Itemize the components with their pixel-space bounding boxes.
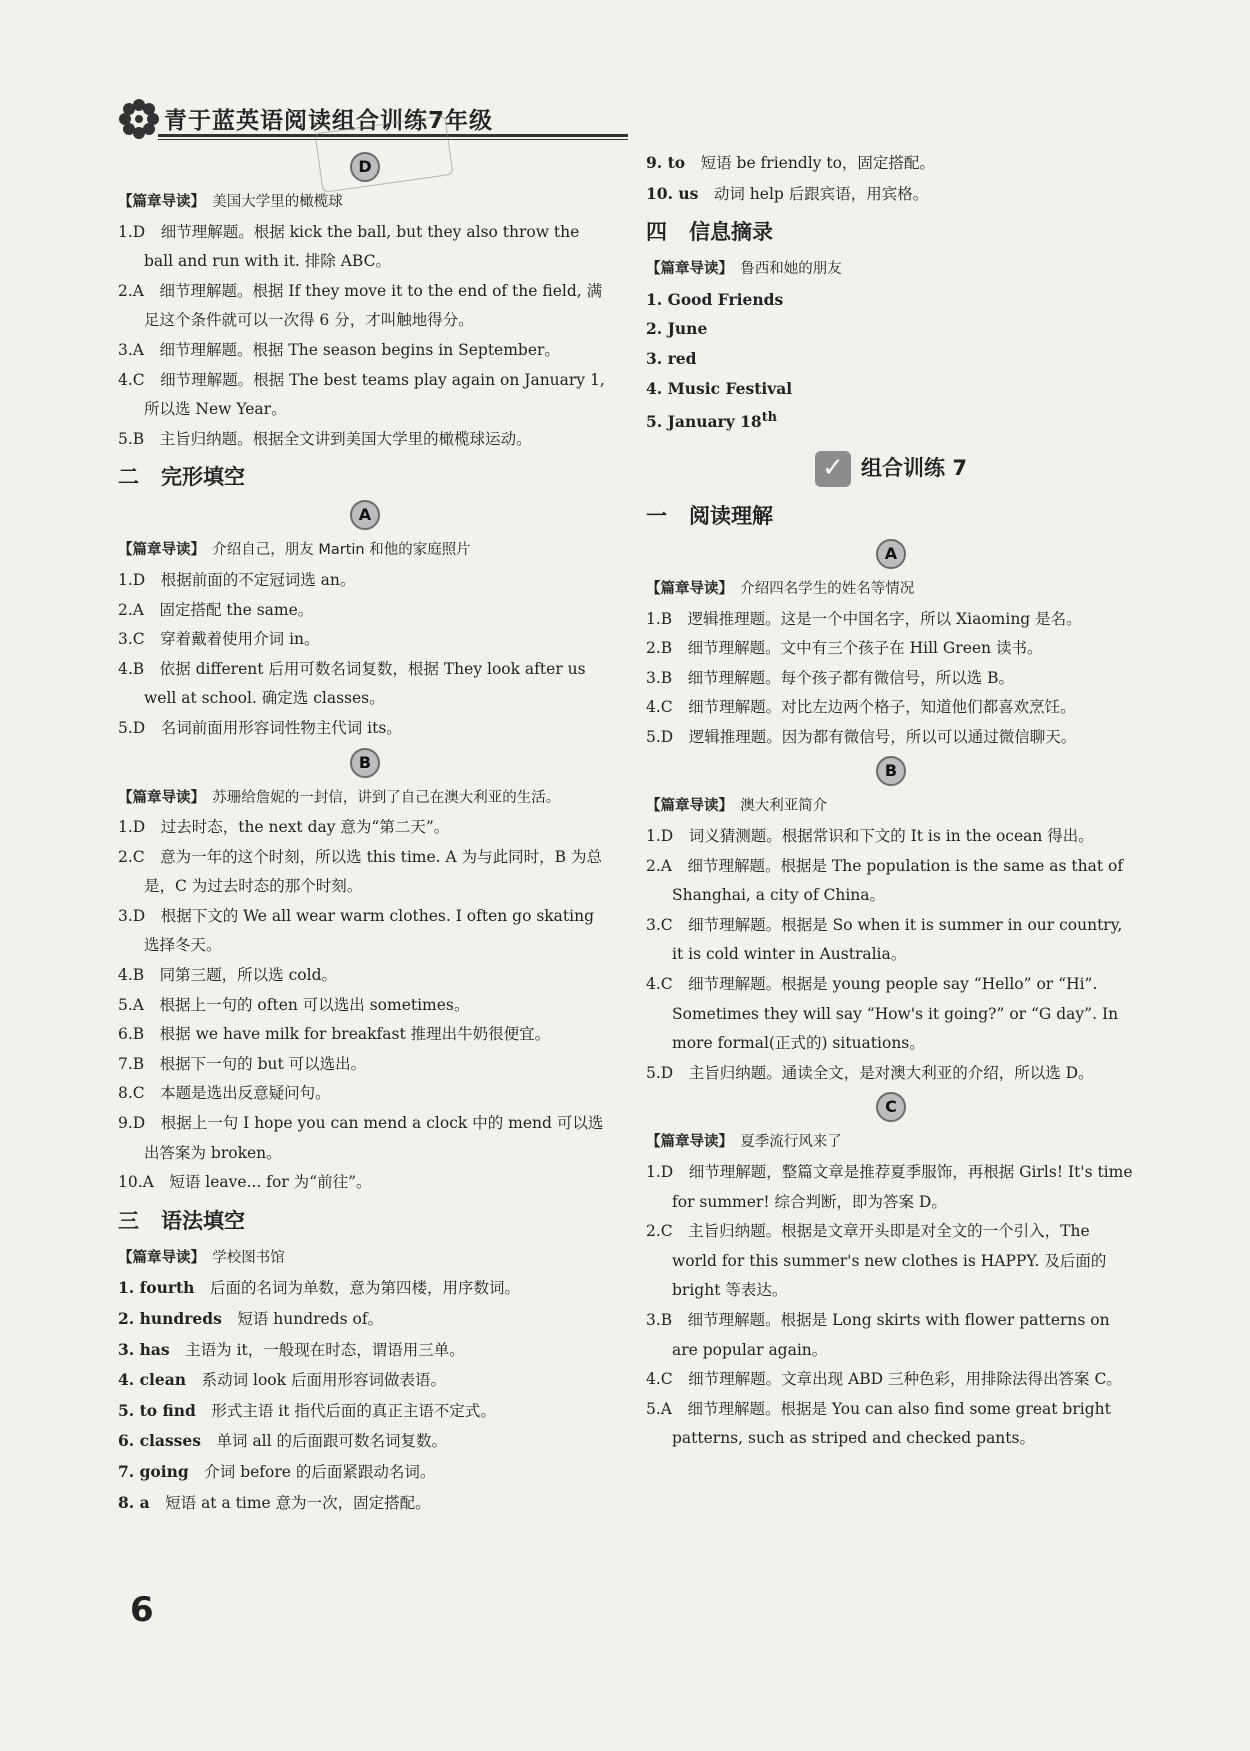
answer-item: 5. January 18th <box>646 410 778 432</box>
answer-item: 6. classes 单词 all 的后面跟可数名词复数。 <box>118 1431 448 1451</box>
answer-item: 1.D 细节理解题，整篇文章是推荐夏季服饰，再根据 Girls! It's time for summer! 综合判断，即为答案 D。 <box>646 1163 1133 1211</box>
section-title-info: 四 信息摘录 <box>646 220 773 245</box>
answer-item: 1. fourth 后面的名词为单数，意为第四楼，用序数词。 <box>118 1278 520 1298</box>
header-title: 青于蓝英语阅读组合训练7年级 <box>164 108 494 134</box>
answer-item: 3.C 细节理解题。根据是 So when it is summer in our country, it is cold winter in Australia。 <box>646 915 1123 964</box>
answer-item: 2.A 细节理解题。根据是 The population is the same as that of Shanghai, a city of China。 <box>646 856 1124 905</box>
answer-item: 7. going 介词 before 的后面紧跟动名词。 <box>118 1461 436 1481</box>
answer-item: 9. to 短语 be friendly to，固定搭配。 <box>646 153 935 172</box>
right-column <box>646 148 1136 1454</box>
answer-item: 1.D 细节理解题。根据 kick the ball, but they also throw the ball and run with it. 排除 ABC。 <box>118 222 580 271</box>
answer-item: 6.B 根据 we have milk for breakfast 推理出牛奶很便宜。 <box>118 1025 551 1044</box>
passage-guide: 【篇章导读】 苏珊给詹妮的一封信，讲到了自己在澳大利亚的生活。 <box>118 789 561 806</box>
answer-item: 3. has 主语为 it，一般现在时态，谓语用三单。 <box>118 1339 465 1359</box>
passage-guide: 【篇章导读】 介绍自己，朋友 Martin 和他的家庭照片 <box>118 542 471 559</box>
answer-item: 3.B 细节理解题。每个孩子都有微信号，所以选 B。 <box>646 668 1014 687</box>
flower-logo-icon <box>118 98 160 140</box>
passage-badge-a: A <box>876 539 906 569</box>
check-icon: ✓ <box>815 451 851 487</box>
passage-badge-d: D <box>350 152 380 182</box>
answer-item: 4.B 依据 different 后用可数名词复数，根据 They look after us well at school. 确定选 classes。 <box>118 659 586 708</box>
passage-guide: 【篇章导读】 介绍四名学生的姓名等情况 <box>646 580 915 597</box>
answer-item: 10. us 动词 help 后跟宾语，用宾格。 <box>646 183 929 203</box>
answer-item: 10.A 短语 leave... for 为“前往”。 <box>118 1173 372 1192</box>
answer-item: 3.A 细节理解题。根据 The season begins in September。 <box>118 340 560 359</box>
answer-item: 5. to find 形式主语 it 指代后面的真正主语不定式。 <box>118 1400 496 1420</box>
answer-item: 7.B 根据下一句的 but 可以选出。 <box>118 1054 367 1073</box>
answer-item: 4. clean 系动词 look 后面用形容词做表语。 <box>118 1370 446 1390</box>
passage-badge-b: B <box>350 748 380 778</box>
passage-guide: 【篇章导读】 夏季流行风来了 <box>646 1134 842 1151</box>
answer-item: 5.A 根据上一句的 often 可以选出 sometimes。 <box>118 995 470 1014</box>
passage-guide: 【篇章导读】 学校图书馆 <box>118 1249 285 1266</box>
answer-item: 1.D 根据前面的不定冠词选 an。 <box>118 570 356 589</box>
passage-badge-b: B <box>876 756 906 786</box>
answer-item: 1.D 词义猜测题。根据常识和下文的 It is in the ocean 得出。 <box>646 827 1094 846</box>
answer-item: 5.A 细节理解题。根据是 You can also find some great bright patterns, such as striped and checked pants。 <box>646 1399 1111 1448</box>
answer-item: 2. hundreds 短语 hundreds of。 <box>118 1309 384 1328</box>
answer-item: 4. Music Festival <box>646 378 793 398</box>
passage-guide: 【篇章导读】 美国大学里的橄榄球 <box>118 194 343 210</box>
answer-item: 8.C 本题是选出反意疑问句。 <box>118 1084 331 1103</box>
answer-item: 4.C 细节理解题。文章出现 ABD 三种色彩，用排除法得出答案 C。 <box>646 1370 1122 1389</box>
answer-item: 3. red <box>646 348 697 368</box>
answer-item: 4.C 细节理解题。根据是 young people say “Hello” or “Hi”. Sometimes they will say “How's it going?” or “G day”. In more formal(正式的) situations。 <box>646 975 1119 1053</box>
answer-item: 1. Good Friends <box>646 289 784 309</box>
section-title-cloze: 二 完形填空 <box>118 465 245 490</box>
answer-item: 4.C 细节理解题。对比左边两个格子，知道他们都喜欢烹饪。 <box>646 698 1076 717</box>
answer-item: 4.B 同第三题，所以选 cold。 <box>118 966 337 985</box>
answer-item: 3.B 细节理解题。根据是 Long skirts with flower patterns on are popular again。 <box>646 1310 1110 1359</box>
passage-guide: 【篇章导读】 澳大利亚简介 <box>646 798 828 815</box>
answer-item: 3.C 穿着戴着使用介词 in。 <box>118 630 320 649</box>
answer-item: 2.C 意为一年的这个时刻，所以选 this time. A 为与此同时，B 为总是，C 为过去时态的那个时刻。 <box>118 847 602 896</box>
answer-item: 4.C 细节理解题。根据 The best teams play again on January 1, 所以选 New Year。 <box>118 370 605 419</box>
passage-badge-c: C <box>876 1092 906 1122</box>
answer-item: 5.D 逻辑推理题。因为都有微信号，所以可以通过微信聊天。 <box>646 727 1077 746</box>
answer-item: 1.B 逻辑推理题。这是一个中国名字，所以 Xiaoming 是名。 <box>646 609 1082 628</box>
page-number: 6 <box>130 1590 154 1630</box>
answer-item: 3.D 根据下文的 We all wear warm clothes. I often go skating 选择冬天。 <box>118 906 595 955</box>
answer-item: 5.D 名词前面用形容词性物主代词 its。 <box>118 718 402 737</box>
answer-item: 5.B 主旨归纳题。根据全文讲到美国大学里的橄榄球运动。 <box>118 429 532 448</box>
section-title-reading: 一 阅读理解 <box>646 503 773 528</box>
answer-item: 2. June <box>646 319 708 339</box>
answer-item: 2.A 细节理解题。根据 If they move it to the end of the field, 满足这个条件就可以一次得 6 分，才叫触地得分。 <box>118 281 603 330</box>
passage-guide: 【篇章导读】 鲁西和她的朋友 <box>646 261 842 278</box>
combo-training-heading <box>646 447 1136 491</box>
answer-item: 1.D 过去时态，the next day 意为“第二天”。 <box>118 818 450 837</box>
section-title-grammar: 三 语法填空 <box>118 1208 245 1233</box>
answer-item: 2.A 固定搭配 the same。 <box>118 600 314 619</box>
combo-title: 组合训练 7 <box>861 456 967 481</box>
passage-badge-a: A <box>350 500 380 530</box>
answer-item: 8. a 短语 at a time 意为一次，固定搭配。 <box>118 1492 431 1512</box>
answer-item: 5.D 主旨归纳题。通读全文，是对澳大利亚的介绍，所以选 D。 <box>646 1063 1094 1082</box>
answer-item: 9.D 根据上一句 I hope you can mend a clock 中的 mend 可以选出答案为 broken。 <box>118 1114 604 1162</box>
answer-item: 2.C 主旨归纳题。根据是文章开头即是对全文的一个引入，The world for this summer's new clothes is HAPPY. 及后面的 bright 等表达。 <box>646 1222 1107 1300</box>
answer-item: 2.B 细节理解题。文中有三个孩子在 Hill Green 读书。 <box>646 639 1043 658</box>
left-column <box>118 148 612 1518</box>
